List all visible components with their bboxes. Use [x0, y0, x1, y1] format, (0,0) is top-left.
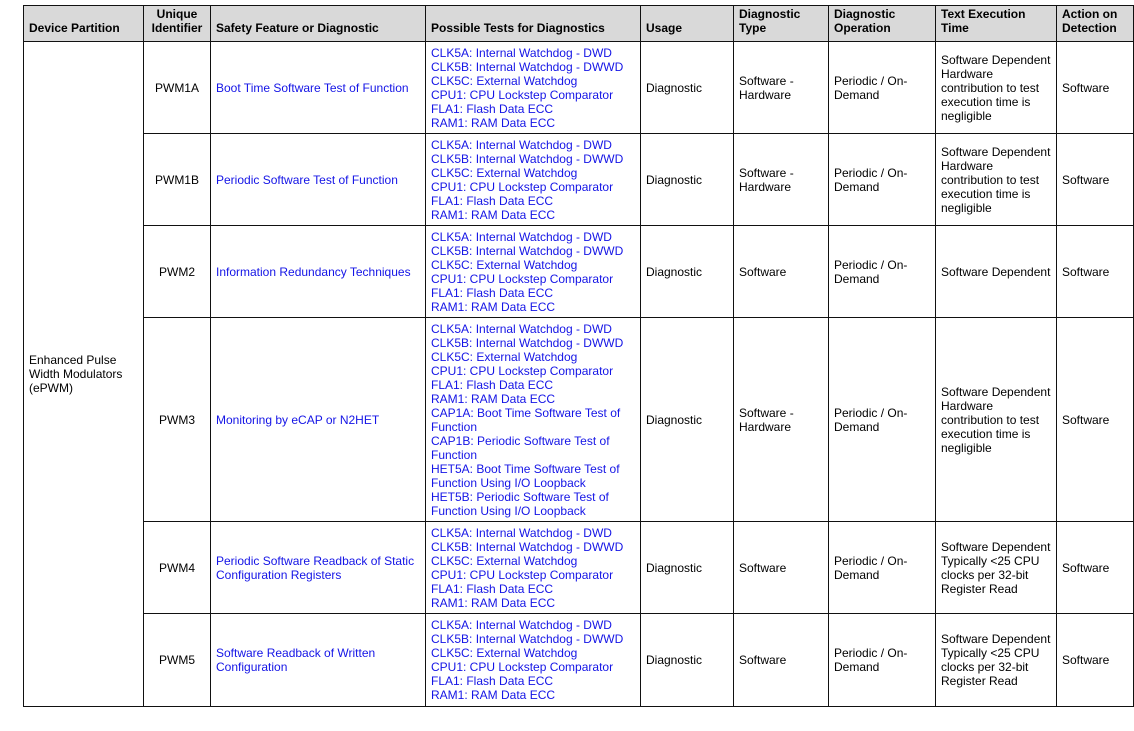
- unique-identifier-cell: PWM1B: [144, 134, 211, 226]
- usage-cell: Diagnostic: [641, 42, 734, 134]
- test-link[interactable]: CLK5A: Internal Watchdog - DWD: [431, 137, 612, 152]
- header-diagnostic-type: Diagnostic Type: [734, 6, 829, 42]
- header-device-partition: Device Partition: [24, 6, 144, 42]
- test-link[interactable]: RAM1: RAM Data ECC: [431, 391, 556, 406]
- test-link[interactable]: CLK5A: Internal Watchdog - DWD: [431, 618, 612, 632]
- table-row: [24, 614, 1134, 707]
- diagnostic-operation-cell: Periodic / On-Demand: [829, 318, 936, 522]
- table-row: [24, 226, 1134, 318]
- test-link[interactable]: CLK5A: Internal Watchdog - DWD: [431, 321, 612, 336]
- execution-time-cell: Software Dependent Hardware contribution to test execution time is negligible: [936, 318, 1057, 522]
- diagnostic-type-cell: Software: [734, 614, 829, 707]
- test-link[interactable]: CPU1: CPU Lockstep Comparator: [431, 567, 614, 582]
- test-link[interactable]: HET5B: Periodic Software Test of Function Using I/O Loopback: [431, 489, 609, 518]
- safety-feature-link[interactable]: Periodic Software Readback of Static Configuration Registers: [211, 522, 426, 614]
- test-link[interactable]: CPU1: CPU Lockstep Comparator: [431, 179, 614, 194]
- execution-time-cell: Software Dependent Hardware contribution to test execution time is negligible: [936, 134, 1057, 226]
- test-link[interactable]: CLK5B: Internal Watchdog - DWWD: [431, 59, 624, 74]
- table-row: [24, 134, 1134, 226]
- diagnostic-operation-cell: Periodic / On-Demand: [829, 226, 936, 318]
- header-possible-tests: Possible Tests for Diagnostics: [426, 6, 641, 42]
- diagnostic-operation-cell: Periodic / On-Demand: [829, 614, 936, 707]
- safety-feature-link[interactable]: Information Redundancy Techniques: [211, 226, 426, 318]
- test-link[interactable]: CLK5A: Internal Watchdog - DWD: [431, 229, 612, 244]
- possible-tests-cell: [426, 318, 641, 522]
- usage-cell: Diagnostic: [641, 318, 734, 522]
- safety-diagnostics-table: [23, 5, 1134, 707]
- safety-feature-link[interactable]: Periodic Software Test of Function: [211, 134, 426, 226]
- diagnostic-type-cell: Software: [734, 226, 829, 318]
- usage-cell: Diagnostic: [641, 226, 734, 318]
- header-execution-time: Text Execution Time: [936, 6, 1057, 42]
- diagnostic-operation-cell: Periodic / On-Demand: [829, 522, 936, 614]
- test-link[interactable]: CLK5B: Internal Watchdog - DWWD: [431, 632, 624, 646]
- safety-feature-link[interactable]: Software Readback of Written Configuration: [211, 614, 426, 707]
- possible-tests-cell: [426, 226, 641, 318]
- header-row: [24, 6, 1134, 42]
- diagnostic-operation-cell: Periodic / On-Demand: [829, 42, 936, 134]
- unique-identifier-cell: PWM1A: [144, 42, 211, 134]
- test-link[interactable]: CLK5C: External Watchdog: [431, 165, 578, 180]
- unique-identifier-cell: PWM4: [144, 522, 211, 614]
- table-row: [24, 318, 1134, 522]
- header-unique-identifier: Unique Identifier: [144, 6, 211, 42]
- test-link[interactable]: FLA1: Flash Data ECC: [431, 581, 554, 596]
- unique-identifier-cell: PWM2: [144, 226, 211, 318]
- possible-tests-cell: [426, 522, 641, 614]
- diagnostic-type-cell: Software: [734, 522, 829, 614]
- test-link[interactable]: HET5A: Boot Time Software Test of Function Using I/O Loopback: [431, 461, 620, 490]
- diagnostic-type-cell: Software - Hardware: [734, 42, 829, 134]
- execution-time-cell: Software Dependent Hardware contribution to test execution time is negligible: [936, 42, 1057, 134]
- possible-tests-cell: [426, 614, 641, 707]
- test-link[interactable]: FLA1: Flash Data ECC: [431, 285, 554, 300]
- action-on-detection-cell: Software: [1057, 42, 1134, 134]
- test-link[interactable]: RAM1: RAM Data ECC: [431, 115, 556, 130]
- execution-time-cell: Software Dependent: [936, 226, 1057, 318]
- action-on-detection-cell: Software: [1057, 318, 1134, 522]
- test-link[interactable]: CLK5B: Internal Watchdog - DWWD: [431, 335, 624, 350]
- diagnostic-type-cell: Software - Hardware: [734, 318, 829, 522]
- unique-identifier-cell: PWM5: [144, 614, 211, 707]
- action-on-detection-cell: Software: [1057, 226, 1134, 318]
- possible-tests-cell: [426, 42, 641, 134]
- header-usage: Usage: [641, 6, 734, 42]
- test-link[interactable]: FLA1: Flash Data ECC: [431, 674, 554, 688]
- test-link[interactable]: CLK5C: External Watchdog: [431, 257, 578, 272]
- test-link[interactable]: CPU1: CPU Lockstep Comparator: [431, 271, 614, 286]
- test-link[interactable]: RAM1: RAM Data ECC: [431, 299, 556, 314]
- diagnostic-operation-cell: Periodic / On-Demand: [829, 134, 936, 226]
- action-on-detection-cell: Software: [1057, 134, 1134, 226]
- unique-identifier-cell: PWM3: [144, 318, 211, 522]
- test-link[interactable]: CLK5C: External Watchdog: [431, 553, 578, 568]
- table-row: [24, 522, 1134, 614]
- safety-feature-link[interactable]: Boot Time Software Test of Function: [211, 42, 426, 134]
- test-link[interactable]: CLK5A: Internal Watchdog - DWD: [431, 45, 612, 60]
- test-link[interactable]: CLK5B: Internal Watchdog - DWWD: [431, 243, 624, 258]
- test-link[interactable]: CLK5A: Internal Watchdog - DWD: [431, 525, 612, 540]
- test-link[interactable]: CLK5C: External Watchdog: [431, 73, 578, 88]
- test-link[interactable]: RAM1: RAM Data ECC: [431, 595, 556, 610]
- test-link[interactable]: RAM1: RAM Data ECC: [431, 207, 556, 222]
- test-link[interactable]: RAM1: RAM Data ECC: [431, 688, 556, 702]
- test-link[interactable]: CAP1B: Periodic Software Test of Function: [431, 433, 610, 462]
- usage-cell: Diagnostic: [641, 614, 734, 707]
- safety-feature-link[interactable]: Monitoring by eCAP or N2HET: [211, 318, 426, 522]
- possible-tests-cell: [426, 134, 641, 226]
- test-link[interactable]: CLK5C: External Watchdog: [431, 349, 578, 364]
- device-partition-cell: Enhanced Pulse Width Modulators (ePWM): [24, 42, 144, 707]
- usage-cell: Diagnostic: [641, 134, 734, 226]
- header-safety-feature: Safety Feature or Diagnostic: [211, 6, 426, 42]
- execution-time-cell: Software Dependent Typically <25 CPU clocks per 32-bit Register Read: [936, 522, 1057, 614]
- table-row: [24, 42, 1134, 134]
- test-link[interactable]: FLA1: Flash Data ECC: [431, 377, 554, 392]
- test-link[interactable]: CLK5C: External Watchdog: [431, 646, 578, 660]
- test-link[interactable]: CPU1: CPU Lockstep Comparator: [431, 87, 614, 102]
- execution-time-cell: Software Dependent Typically <25 CPU clocks per 32-bit Register Read: [936, 614, 1057, 707]
- header-action-on-detection: Action on Detection: [1057, 6, 1134, 42]
- test-link[interactable]: FLA1: Flash Data ECC: [431, 101, 554, 116]
- test-link[interactable]: CAP1A: Boot Time Software Test of Function: [431, 405, 621, 434]
- test-link[interactable]: CPU1: CPU Lockstep Comparator: [431, 660, 614, 674]
- test-link[interactable]: CLK5B: Internal Watchdog - DWWD: [431, 151, 624, 166]
- test-link[interactable]: CLK5B: Internal Watchdog - DWWD: [431, 539, 624, 554]
- test-link[interactable]: CPU1: CPU Lockstep Comparator: [431, 363, 614, 378]
- action-on-detection-cell: Software: [1057, 522, 1134, 614]
- usage-cell: Diagnostic: [641, 522, 734, 614]
- test-link[interactable]: FLA1: Flash Data ECC: [431, 193, 554, 208]
- action-on-detection-cell: Software: [1057, 614, 1134, 707]
- diagnostic-type-cell: Software - Hardware: [734, 134, 829, 226]
- header-diagnostic-operation: Diagnostic Operation: [829, 6, 936, 42]
